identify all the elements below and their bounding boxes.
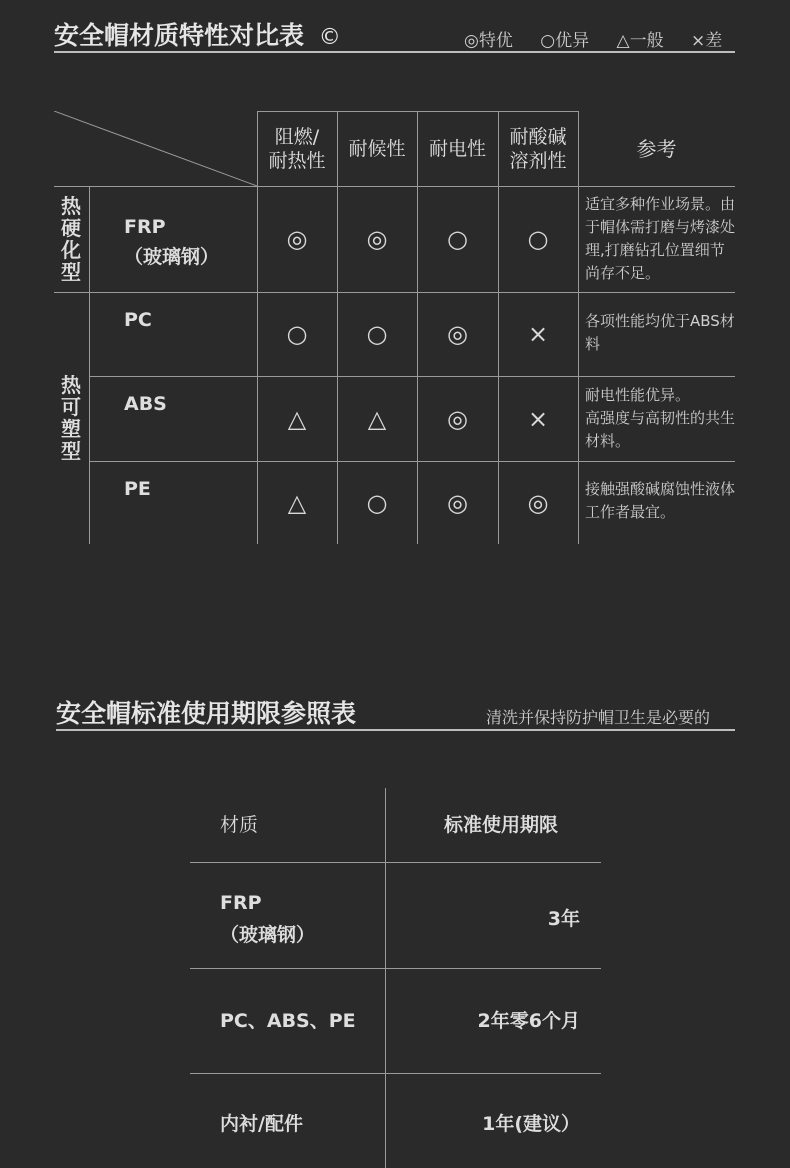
rating-pc-flame: ○ <box>286 320 308 348</box>
rating-pc-acid: × <box>527 320 549 348</box>
material-frp: FRP （玻璃钢） <box>124 216 220 268</box>
rating-frp-electric: ○ <box>447 225 468 253</box>
t2-material-pc-abs-pe: PC、ABS、PE <box>220 1010 356 1032</box>
legend-good: ○优异 <box>540 31 590 51</box>
header-flame-heat: 阻燃/ 耐热性 <box>268 125 326 172</box>
legend-excellent: ◎特优 <box>464 31 513 51</box>
header-weather: 耐候性 <box>348 137 406 160</box>
legend-poor: ×差 <box>690 31 723 51</box>
rating-pe-weather: ○ <box>366 488 388 517</box>
t2-material-frp: FRP （玻璃钢） <box>220 892 316 946</box>
rating-pe-acid: ◎ <box>527 488 549 517</box>
t2-header-material: 材质 <box>220 814 259 836</box>
legend <box>464 26 722 51</box>
table2-title-rule <box>56 729 735 731</box>
header-acid-solvent: 耐酸碱 溶剂性 <box>509 125 567 172</box>
note-pe: 接触强酸碱腐蚀性液体工作者最宜。 <box>585 480 736 521</box>
rating-pc-electric: ◎ <box>447 320 468 348</box>
table2-title: 安全帽标准使用期限参照表 <box>56 699 357 728</box>
t2-period-lining: 1年(建议） <box>482 1113 580 1135</box>
material-pc: PC <box>124 309 152 331</box>
t2-period-frp: 3年 <box>547 908 580 930</box>
rating-frp-weather: ◎ <box>366 225 388 253</box>
t2-period-pc-abs-pe: 2年零6个月 <box>477 1010 580 1032</box>
rating-frp-acid: ○ <box>527 225 549 253</box>
rating-abs-weather: △ <box>367 404 387 433</box>
table1-title-rule <box>54 51 735 53</box>
rating-frp-flame: ◎ <box>286 225 308 253</box>
header-diagonal <box>54 111 257 187</box>
rating-abs-flame: △ <box>287 404 307 433</box>
note-frp: 适宜多种作业场景。由于帽体需打磨与烤漆处理,打磨钻孔位置细节尚存不足。 <box>585 195 736 282</box>
rating-pe-electric: ◎ <box>447 488 468 517</box>
rating-abs-acid: × <box>527 404 549 433</box>
t2-hline-header <box>190 862 601 863</box>
group-thermoset: 热硬化型 <box>61 194 81 284</box>
rating-abs-electric: ◎ <box>447 404 468 433</box>
note-pc: 各项性能均优于ABS材料 <box>585 312 735 353</box>
t2-hline-row2 <box>190 1073 601 1074</box>
t2-hline-row1 <box>190 968 601 969</box>
note-abs: 耐电性能优异。 高强度与高韧性的共生材料。 <box>585 386 736 450</box>
rating-pc-weather: ○ <box>366 320 388 348</box>
group-thermoplastic: 热可塑型 <box>61 373 81 463</box>
table1-title: 安全帽材质特性对比表 © <box>54 21 341 50</box>
t2-header-period: 标准使用期限 <box>444 814 559 836</box>
table2-subtitle: 清洗并保持防护帽卫生是必要的 <box>486 708 711 727</box>
copyright-icon: © <box>318 25 341 50</box>
material-pe: PE <box>124 478 151 500</box>
t2-material-lining: 内衬/配件 <box>220 1113 303 1135</box>
legend-fair: △一般 <box>616 31 664 51</box>
material-abs: ABS <box>124 393 167 415</box>
header-electric: 耐电性 <box>428 137 486 160</box>
rating-pe-flame: △ <box>287 488 307 517</box>
grid-vline-group <box>89 186 90 544</box>
header-reference: 参考 <box>636 136 677 161</box>
